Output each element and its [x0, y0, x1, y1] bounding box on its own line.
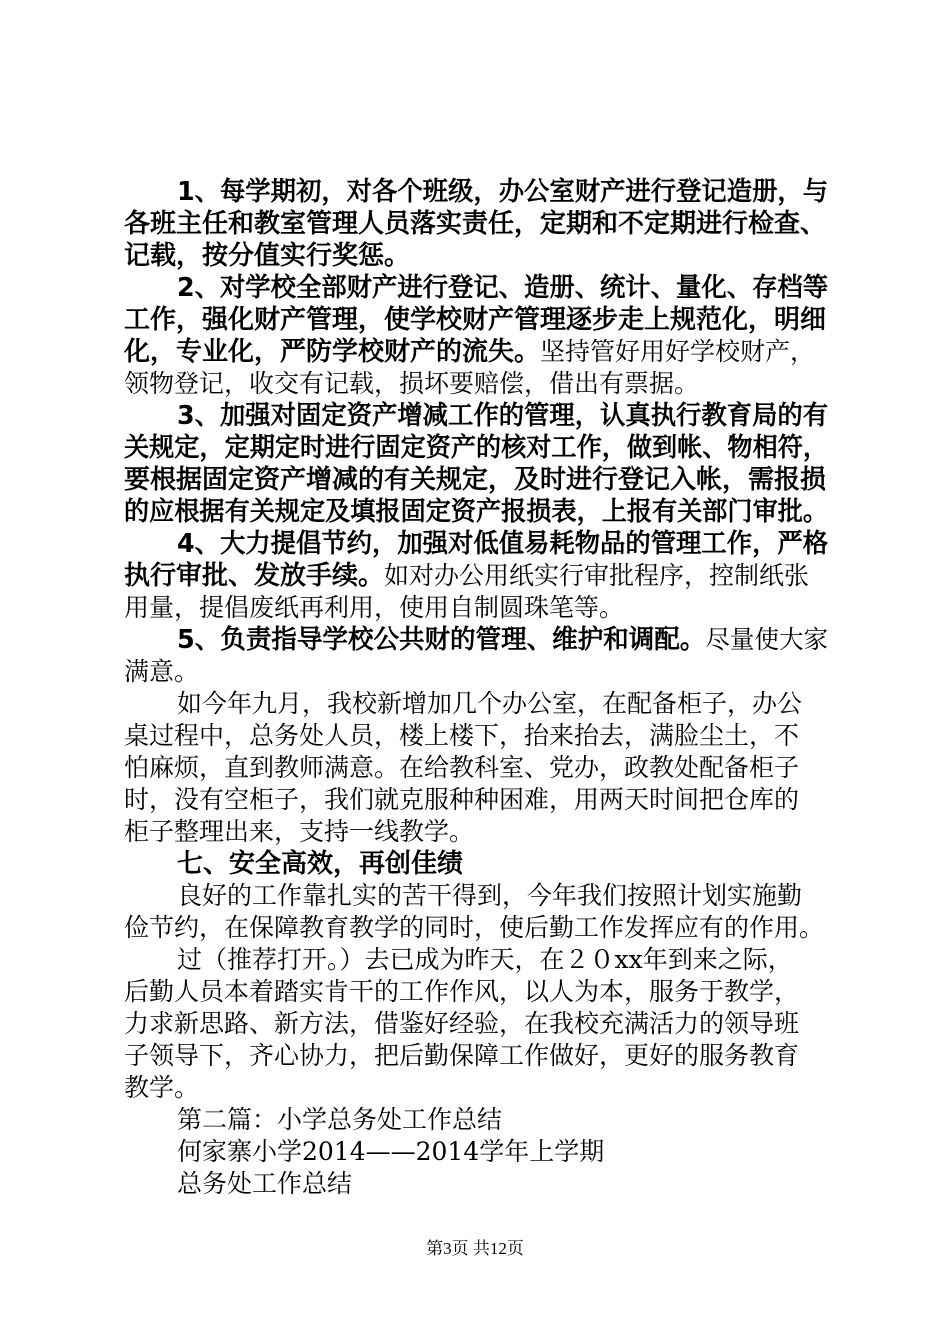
text-line: [177, 400, 828, 432]
text-segment: 桌过程中，总务处人员，楼上楼下，抬来抬去，满脸尘土，不: [124, 721, 800, 750]
text-line: [124, 464, 826, 496]
text-line: [124, 240, 410, 272]
text-line: [124, 720, 799, 752]
text-segment: 柜子整理出来，支持一线教学。: [124, 817, 475, 846]
text-segment: 满意。: [124, 657, 200, 686]
text-segment: 过（推荐打开。）去已成为昨天，在２０xx年到来之际，: [177, 945, 793, 974]
text-line: [124, 1008, 799, 1040]
text-line: [177, 1104, 502, 1136]
text-segment: 领物登记，收交有记载，损坏要赔偿，借出有票据。: [124, 369, 700, 398]
text-segment: 1、每学期初，对各个班级，办公室财产进行登记造册，与: [177, 177, 829, 207]
text-line: [177, 176, 828, 208]
text-segment: 执行审批、发放手续。: [124, 561, 385, 591]
text-line: [124, 816, 474, 848]
text-segment: 子领导下，齐心协力，把后勤保障工作做好，更好的服务教育: [124, 1041, 800, 1070]
text-line: [177, 880, 802, 912]
text-segment: 化，专业化，严防学校财产的流失。: [124, 337, 541, 367]
text-line: [177, 688, 802, 720]
text-segment: 力求新思路、新方法，借鉴好经验，在我校充满活力的领导班: [124, 1009, 800, 1038]
text-segment: 七、安全高效，再创佳绩: [177, 849, 464, 879]
text-segment: 何家寨小学2014——2014学年上学期: [177, 1137, 605, 1166]
text-segment: 关规定，定期定时进行固定资产的核对工作，做到帐、物相符，: [124, 433, 829, 463]
text-segment: 坚持管好用好学校财产，: [540, 337, 816, 366]
text-segment: 如今年九月，我校新增加几个办公室，在配备柜子，办公: [177, 689, 803, 718]
page-footer: 第3页 共12页: [426, 1239, 524, 1258]
text-segment: 要根据固定资产增减的有关规定，及时进行登记入帐，需报损: [124, 465, 827, 495]
text-segment: 俭节约，在保障教育教学的同时，使后勤工作发挥应有的作用。: [124, 913, 825, 942]
text-segment: 怕麻烦，直到教师满意。在给教科室、党办，政教处配备柜子: [124, 753, 800, 782]
text-segment: 用量，提倡废纸再利用，使用自制圆珠笔等。: [124, 593, 625, 622]
text-line: [124, 752, 799, 784]
text-segment: 5、负责指导学校公共财的管理、维护和调配。: [177, 625, 706, 655]
text-line: [124, 560, 809, 592]
text-line: [124, 1072, 199, 1104]
text-segment: 后勤人员本着踏实肯干的工作作风，以人为本，服务于教学，: [124, 977, 800, 1006]
text-segment: 教学。: [124, 1073, 200, 1102]
text-line: [124, 304, 826, 336]
text-segment: 尽量使大家: [705, 625, 829, 654]
text-segment: 各班主任和教室管理人员落实责任，定期和不定期进行检查、: [124, 209, 827, 239]
text-line: [177, 1168, 352, 1200]
text-line: [177, 528, 828, 560]
text-segment: 总务处工作总结: [177, 1169, 353, 1198]
text-line: [177, 272, 828, 304]
text-segment: 良好的工作靠扎实的苦干得到，今年我们按照计划实施勤: [177, 881, 803, 910]
text-segment: 工作，强化财产管理，使学校财产管理逐步走上规范化，明细: [124, 305, 827, 335]
text-segment: 2、对学校全部财产进行登记、造册、统计、量化、存档等: [177, 273, 829, 303]
text-line: [124, 368, 699, 400]
text-line: [177, 944, 793, 976]
text-segment: 时，没有空柜子，我们就克服种种困难，用两天时间把仓库的: [124, 785, 800, 814]
text-line: [124, 432, 828, 464]
text-line: [124, 976, 799, 1008]
text-segment: 如对办公用纸实行审批程序，控制纸张: [384, 561, 810, 590]
text-line: [124, 784, 799, 816]
text-line: [124, 1040, 799, 1072]
text-segment: 的应根据有关规定及填报固定资产报损表，上报有关部门审批。: [124, 497, 829, 527]
text-segment: 第二篇：小学总务处工作总结: [177, 1105, 503, 1134]
text-line: [177, 1136, 604, 1168]
text-line: [124, 336, 815, 368]
text-line: [177, 624, 828, 656]
text-segment: 记载，按分值实行奖惩。: [124, 241, 411, 271]
text-line: [177, 848, 463, 880]
text-line: [124, 912, 824, 944]
text-segment: 3、加强对固定资产增减工作的管理，认真执行教育局的有: [177, 401, 829, 431]
text-segment: 4、大力提倡节约，加强对低值易耗物品的管理工作，严格: [177, 529, 829, 559]
text-line: [124, 656, 199, 688]
text-line: [124, 496, 828, 528]
text-line: [124, 592, 624, 624]
text-line: [124, 208, 826, 240]
